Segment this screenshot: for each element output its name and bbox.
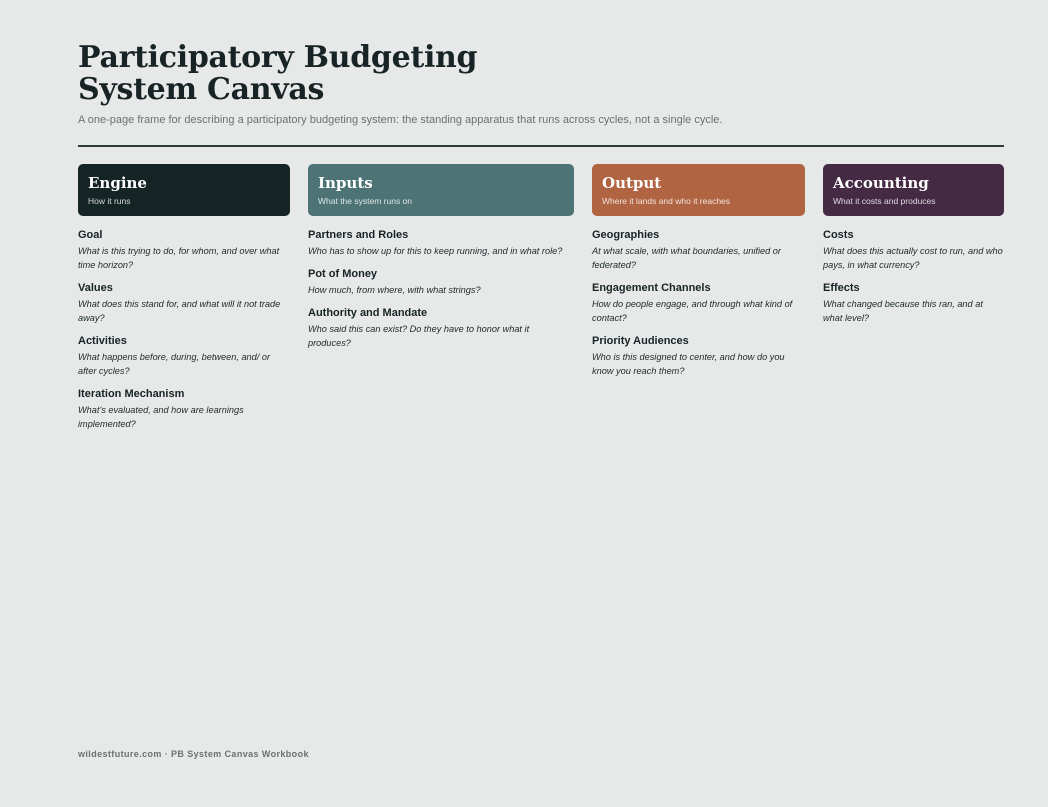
item-title: Activities xyxy=(78,335,127,347)
canvas-item-costs xyxy=(823,228,1004,272)
column-title: Inputs xyxy=(318,174,373,192)
item-list xyxy=(78,228,290,431)
footer-credit: wildestfuture.com · PB System Canvas Workbook xyxy=(78,749,309,759)
item-question: How much, from where, with what strings? xyxy=(308,285,481,295)
column-header-accounting xyxy=(823,164,1004,216)
column-header-engine xyxy=(78,164,290,216)
item-question: Who said this can exist? Do they have to honor what it produces? xyxy=(308,324,530,348)
column-title: Output xyxy=(602,174,662,192)
item-question: Who is this designed to center, and how do you know you reach them? xyxy=(592,352,785,376)
canvas-item-engagement-channels xyxy=(592,281,805,325)
item-title: Iteration Mechanism xyxy=(78,388,185,400)
column-output xyxy=(592,164,805,387)
item-title: Partners and Roles xyxy=(308,229,409,241)
canvas-item-authority-and-mandate xyxy=(308,306,574,350)
item-title: Values xyxy=(78,282,113,294)
column-subtitle: Where it lands and who it reaches xyxy=(602,196,731,206)
canvas-item-pot-of-money xyxy=(308,267,574,297)
column-header-inputs xyxy=(308,164,574,216)
canvas-item-iteration-mechanism xyxy=(78,387,290,431)
canvas-item-effects xyxy=(823,281,1004,325)
item-title: Costs xyxy=(823,229,854,241)
item-question: What does this actually cost to run, and who pays, in what currency? xyxy=(823,246,1003,270)
canvas-item-activities xyxy=(78,334,290,378)
item-question: At what scale, with what boundaries, unified or federated? xyxy=(592,246,781,270)
column-title: Accounting xyxy=(833,174,929,192)
item-list xyxy=(308,228,574,350)
item-question: What does this stand for, and what will it not trade away? xyxy=(78,299,281,323)
page-subtitle: A one-page frame for describing a participatory budgeting system: the standing apparatus that runs across cycles, not a single cycle. xyxy=(78,114,723,126)
item-question: What happens before, during, between, and/ or after cycles? xyxy=(78,352,271,376)
page-title-line-2: System Canvas xyxy=(78,72,325,107)
column-title: Engine xyxy=(88,174,147,192)
item-title: Effects xyxy=(823,282,860,294)
item-title: Pot of Money xyxy=(308,268,378,280)
item-title: Authority and Mandate xyxy=(308,307,428,319)
page-title xyxy=(78,42,477,106)
item-title: Priority Audiences xyxy=(592,335,689,347)
item-question: Who has to show up for this to keep running, and in what role? xyxy=(308,246,563,256)
column-inputs xyxy=(308,164,574,359)
item-title: Goal xyxy=(78,229,103,241)
canvas-item-geographies xyxy=(592,228,805,272)
item-question: What's evaluated, and how are learnings implemented? xyxy=(78,405,244,429)
canvas-item-values xyxy=(78,281,290,325)
item-title: Geographies xyxy=(592,229,660,241)
item-list xyxy=(823,228,1004,325)
item-question: How do people engage, and through what kind of contact? xyxy=(592,299,793,323)
column-engine xyxy=(78,164,290,440)
page-title-line-1: Participatory Budgeting xyxy=(78,40,478,75)
canvas-item-partners-and-roles xyxy=(308,228,574,258)
item-question: What is this trying to do, for whom, and over what time horizon? xyxy=(78,246,280,270)
divider xyxy=(78,145,1004,147)
item-question: What changed because this ran, and at what level? xyxy=(823,299,983,323)
column-subtitle: What it costs and produces xyxy=(833,196,936,206)
canvas-item-goal xyxy=(78,228,290,272)
item-title: Engagement Channels xyxy=(592,282,711,294)
column-accounting xyxy=(823,164,1004,334)
column-subtitle: What the system runs on xyxy=(318,196,413,206)
column-header-output xyxy=(592,164,805,216)
column-subtitle: How it runs xyxy=(88,196,131,206)
canvas-item-priority-audiences xyxy=(592,334,805,378)
item-list xyxy=(592,228,805,378)
